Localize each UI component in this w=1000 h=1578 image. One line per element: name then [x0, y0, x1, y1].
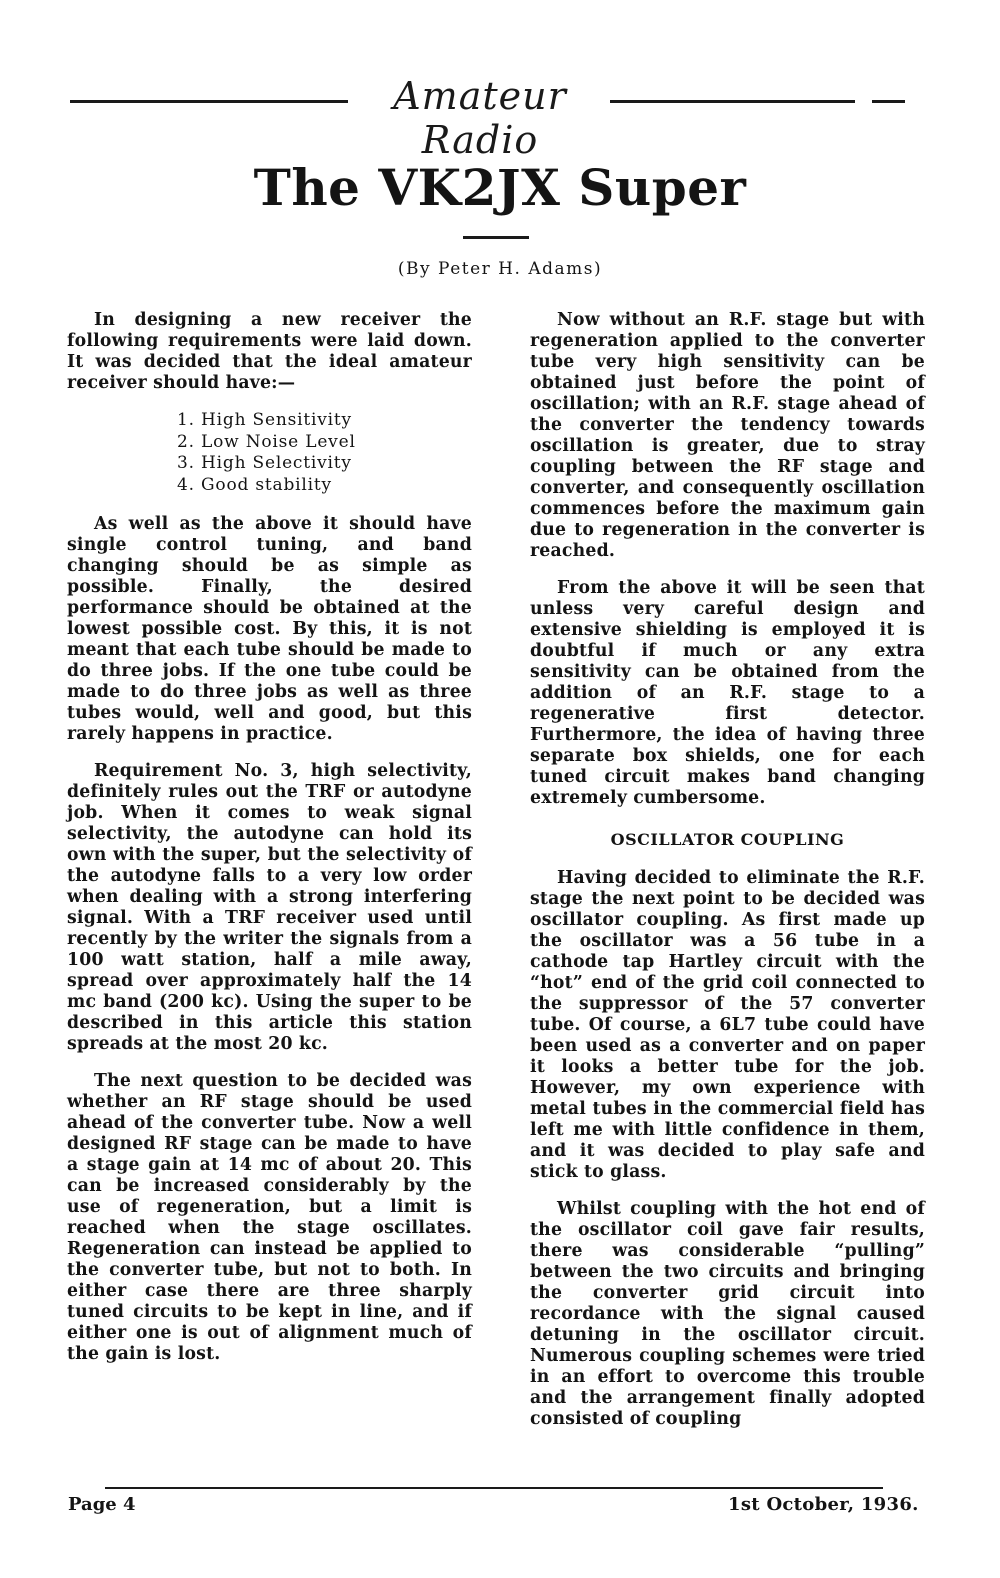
paragraph: As well as the above it should have single control tuning, and band changing should be as simple as possible. Finally, the desired performance should be obtained at the lowest possible cost. By this, it is not meant that each tube should be made to do three jobs. If the one tube could be made to do three jobs as well as three tubes would, well and good, but this rarely happens in practice. — [67, 514, 472, 744]
paragraph: From the above it will be seen that unless very careful design and extensive shielding is employed it is doubtful if much or any extra sensitivity can be obtained from the addition of an R.F. stage to a regenerative first detector. Furthermore, the idea of having three separate box shields, one for each tuned circuit makes band changing extremely cumbersome. — [530, 578, 925, 808]
paragraph: Whilst coupling with the hot end of the oscillator coil gave fair results, there was considerable “pulling” between the two circuits and bringing the converter grid circuit into recordance with the signal caused detuning in the oscillator circuit. Numerous coupling schemes were tried in an effort to overcome this trouble and the arrangement finally adopted consisted of coupling — [530, 1199, 925, 1429]
section-heading: OSCILLATOR COUPLING — [610, 830, 845, 849]
list-item: 2. Low Noise Level — [177, 431, 356, 452]
paragraph: Having decided to eliminate the R.F. stage the next point to be decided was oscillator coupling. As first made up the oscillator was a 56 tube in a cathode tap Hartley circuit with the “hot” end of the grid coil connected to the suppressor of the 57 converter tube. Of course, a 6L7 tube could have been used as a converter and on paper it looks a better tube for the job. However, my own experience with metal tubes in the commercial field has left me with little confidence in them, and it was decided to play safe and stick to glass. — [530, 868, 925, 1182]
left-column — [67, 310, 472, 1381]
paragraph: In designing a new receiver the following requirements were laid down. It was decided that the ideal amateur receiver should have:— — [67, 310, 472, 393]
list-item: 1. High Sensitivity — [177, 410, 352, 430]
masthead-logo: Amateur Radio — [393, 74, 567, 162]
article-title: The VK2JX Super — [253, 158, 747, 217]
right-column — [530, 310, 925, 1446]
list-item: 3. High Selectivity — [177, 453, 352, 473]
article-byline: (By Peter H. Adams) — [397, 259, 603, 279]
requirements-list — [67, 410, 472, 496]
masthead-rule-tail — [872, 100, 905, 103]
masthead-rule-left — [70, 100, 348, 103]
footer-rule — [105, 1487, 883, 1489]
masthead — [60, 70, 910, 162]
page-number: Page 4 — [68, 1494, 136, 1515]
issue-date: 1st October, 1936. — [728, 1494, 919, 1515]
paragraph: Requirement No. 3, high selectivity, definitely rules out the TRF or autodyne job. When it comes to weak signal selectivity, the autodyne can hold its own with the super, but the selectivity of the autodyne falls to a very low order when dealing with a strong interfering signal. With a TRF receiver used until recently by the writer the signals from a 100 watt station, half a mile away, spread over approximately half the 14 mc band (200 kc). Using the super to be described in this article this station spreads at the most 20 kc. — [67, 761, 472, 1054]
paragraph: Now without an R.F. stage but with regeneration applied to the converter tube very high sensitivity can be obtained just before the point of oscillation; with an R.F. stage ahead of the converter the tendency towards oscillation is greater, due to stray coupling between the RF stage and converter, and consequently oscillation commences before the maximum gain due to regeneration in the converter is reached. — [530, 310, 925, 561]
masthead-rule-right — [610, 100, 855, 103]
paragraph: The next question to be decided was whether an RF stage should be used ahead of the converter tube. Now a well designed RF stage can be made to have a stage gain at 14 mc of about 20. This can be increased considerably by the use of regeneration, but a limit is reached when the stage oscillates. Regeneration can instead be applied to the converter tube, but not to both. In either case there are three sharply tuned circuits to be kept in line, and if either one is out of alignment much of the gain is lost. — [67, 1071, 472, 1364]
title-divider — [463, 236, 529, 239]
list-item: 4. Good stability — [177, 474, 332, 495]
